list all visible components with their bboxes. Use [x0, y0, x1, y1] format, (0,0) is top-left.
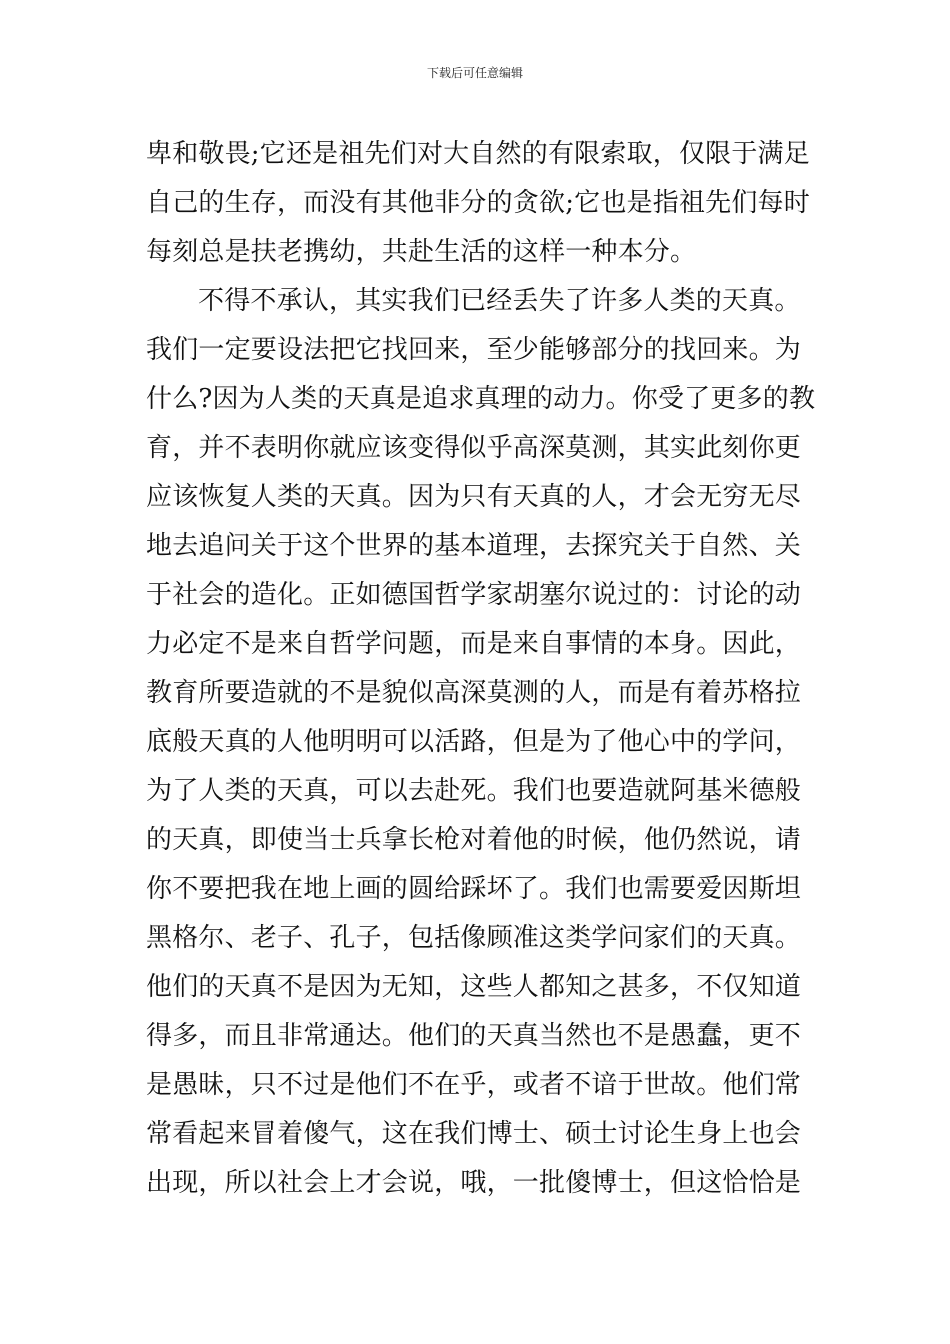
text-line: 他们的天真不是因为无知，这些人都知之甚多，不仅知道 [146, 972, 802, 1002]
text-line: 黑格尔、老子、孔子，包括像顾准这类学问家们的天真。 [146, 923, 802, 953]
text-line: 为了人类的天真，可以去赴死。我们也要造就阿基米德般 [146, 776, 802, 806]
text-line: 不得不承认，其实我们已经丢失了许多人类的天真。 [198, 286, 801, 316]
page-header: 下载后可任意编辑 [426, 66, 523, 80]
text-line: 教育所要造就的不是貌似高深莫测的人，而是有着苏格拉 [146, 678, 802, 708]
text-line: 自己的生存，而没有其他非分的贪欲;它也是指祖先们每时 [146, 188, 810, 218]
text-line: 地去追问关于这个世界的基本道理，去探究关于自然、关 [146, 531, 802, 561]
text-line: 于社会的造化。正如德国哲学家胡塞尔说过的：讨论的动 [146, 580, 802, 610]
text-line: 什么?因为人类的天真是追求真理的动力。你受了更多的教 [146, 384, 816, 414]
paragraph-2 [146, 277, 816, 1208]
text-line: 应该恢复人类的天真。因为只有天真的人，才会无穷无尽 [146, 482, 802, 512]
text-line: 我们一定要设法把它找回来，至少能够部分的找回来。为 [146, 335, 802, 365]
text-line: 得多，而且非常通达。他们的天真当然也不是愚蠢，更不 [146, 1021, 802, 1051]
text-line: 出现，所以社会上才会说，哦，一批傻博士，但这恰恰是 [146, 1168, 802, 1198]
text-line: 是愚昧，只不过是他们不在乎，或者不谙于世故。他们常 [146, 1070, 802, 1100]
paragraph-1 [146, 130, 810, 277]
text-line: 底般天真的人他明明可以活路，但是为了他心中的学问， [146, 727, 802, 757]
text-line: 你不要把我在地上画的圆给踩坏了。我们也需要爱因斯坦 [146, 874, 802, 904]
text-line: 每刻总是扶老携幼，共赴生活的这样一种本分。 [146, 237, 697, 267]
document-body [146, 130, 816, 1208]
text-line: 常看起来冒着傻气，这在我们博士、硕士讨论生身上也会 [146, 1119, 802, 1149]
text-line: 卑和敬畏;它还是祖先们对大自然的有限索取，仅限于满足 [146, 139, 810, 169]
text-line: 育，并不表明你就应该变得似乎高深莫测，其实此刻你更 [146, 433, 802, 463]
text-line: 力必定不是来自哲学问题，而是来自事情的本身。因此， [146, 629, 802, 659]
text-line: 的天真，即使当士兵拿长枪对着他的时候，他仍然说，请 [146, 825, 802, 855]
